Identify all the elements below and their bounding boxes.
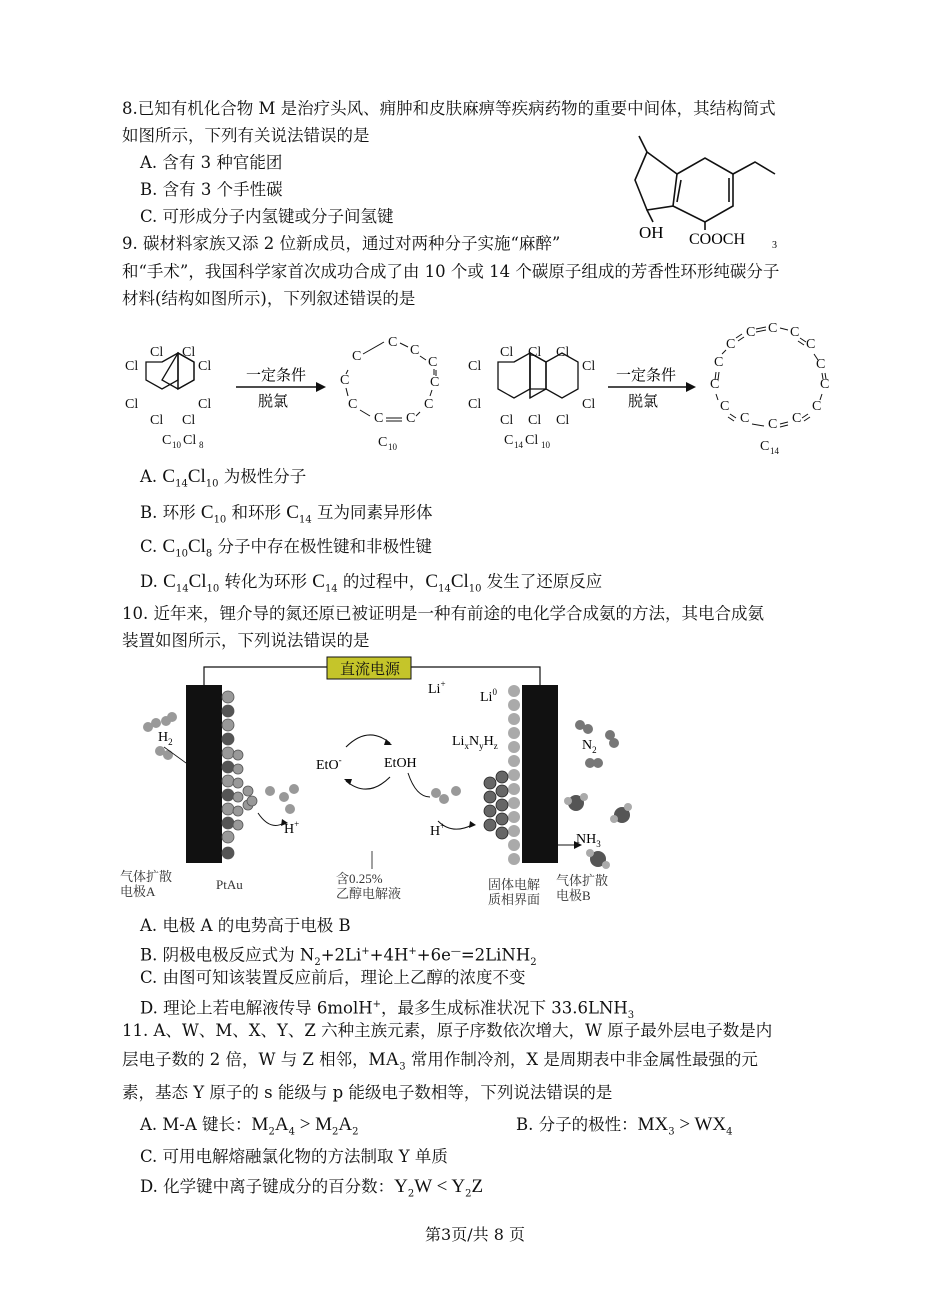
n2-label: $N_2$ — [582, 738, 597, 755]
c10-label — [378, 435, 398, 452]
svg-text:C: C — [410, 343, 420, 358]
cl-label: Cl — [582, 397, 596, 412]
page-footer: 第3页/共 8 页 — [425, 1225, 525, 1244]
electrolyte-label-1: 含0.25% — [336, 871, 383, 886]
q9-option-d: D. $C_{14}Cl_{10}$ 转化为环形 $C_{14}$ 的过程中，$C_{14}Cl_{10}$ 发生了还原反应 — [140, 571, 603, 595]
li0-label: Li$^0$ — [480, 687, 497, 705]
electrolyte-label-2: 乙醇电解液 — [336, 886, 402, 901]
cl-label: Cl — [500, 413, 514, 428]
cl-label: Cl — [556, 413, 570, 428]
q8-struct-sub3: 3 — [772, 240, 777, 250]
q9-stem-line2: 和“手术”，我国科学家首次成功合成了由 10 个或 14 个碳原子组成的芳香性环形纯碳分子 — [122, 262, 780, 281]
svg-text:C: C — [746, 325, 756, 340]
q10-option-a: A. 电极 A 的电势高于电极 B — [140, 916, 351, 935]
cl-label: Cl — [198, 359, 212, 374]
svg-text:C: C — [352, 349, 362, 364]
c10cl8-label — [162, 433, 204, 450]
q8-structure-diagram — [625, 130, 785, 250]
svg-text:C: C — [714, 355, 724, 370]
arrow1-dechlorination: 脱氯 — [258, 394, 289, 410]
li-plus-label: Li+ — [428, 679, 446, 697]
c10-ring — [340, 335, 439, 426]
svg-text:C: C — [720, 399, 730, 414]
electrode-a-label-1: 气体扩散 — [120, 869, 173, 884]
h-plus-left: H+ — [284, 819, 300, 837]
h2-label: $H_2$ — [158, 730, 173, 747]
cl-label: Cl — [468, 397, 482, 412]
q10-stem-line1: 10. 近年来，锂介导的氮还原已被证明是一种有前途的电化学合成氨的方法，其电合成氨 — [122, 604, 764, 623]
nh3-molecules — [564, 793, 632, 869]
q10-stem-line2: 装置如图所示，下列说法错误的是 — [122, 631, 370, 650]
svg-text:C: C — [792, 411, 802, 426]
svg-text:C: C — [710, 377, 720, 392]
q11-option-a: A. M-A 键长：$M_2A_4 > M_2A_2$ — [140, 1114, 359, 1138]
svg-text:C: C — [812, 399, 822, 414]
ptau-label: PtAu — [216, 877, 243, 892]
q10-option-b: B. 阴极电极反应式为 $N_2+2Li^++4H^++6e^—=2LiNH_2$ — [140, 945, 537, 968]
electrode-b — [522, 685, 558, 863]
svg-text:10: 10 — [172, 440, 181, 450]
cl-label: Cl — [500, 345, 514, 360]
q9-reaction-scheme — [120, 318, 840, 463]
c14cl10-label — [504, 433, 551, 450]
q8-option-a: A. 含有 3 种官能团 — [140, 153, 283, 172]
cl-label: Cl — [556, 345, 570, 360]
q10-option-c: C. 由图可知该装置反应前后，理论上乙醇的浓度不变 — [140, 968, 526, 987]
q8-struct-oh: OH — [639, 223, 664, 242]
svg-text:14: 14 — [514, 440, 523, 450]
cl-label: Cl — [150, 413, 164, 428]
q11-stem-line1: 11. A、W、M、X、Y、Z 六种主族元素，原子序数依次增大，W 原子最外层电子数是内 — [122, 1021, 773, 1040]
dc-power-label: 直流电源 — [340, 662, 401, 678]
q8-stem-line2: 如图所示，下列有关说法错误的是 — [122, 126, 370, 145]
h-atoms-left — [265, 784, 299, 814]
q8-stem-line1: 8.已知有机化合物 M 是治疗头风、痈肿和皮肤麻痹等疾病药物的重要中间体，其结构简式 — [122, 99, 776, 118]
svg-text:C: C — [790, 325, 800, 340]
ptau-catalyst-layer — [222, 691, 257, 859]
svg-text:C: C — [760, 439, 770, 454]
svg-text:C: C — [406, 411, 416, 426]
q8-struct-cooch: COOCH — [689, 231, 746, 248]
sei-label-2: 质相界面 — [488, 892, 541, 907]
arrow2-dechlorination: 脱氯 — [628, 394, 659, 410]
lixnyhz-particles — [484, 771, 508, 839]
q9-stem-line1: 9. 碳材料家族又添 2 位新成员，通过对两种分子实施“麻醉” — [122, 234, 561, 253]
svg-text:C: C — [348, 397, 358, 412]
svg-text:C: C — [424, 397, 434, 412]
svg-text:C: C — [162, 433, 172, 448]
q11-option-b: B. 分子的极性：$MX_3 > WX_4$ — [516, 1114, 733, 1138]
electrode-b-label-2: 电极B — [556, 888, 591, 903]
electrode-a-label-2: 电极A — [120, 884, 156, 899]
cl-label: Cl — [125, 397, 139, 412]
cl-label: Cl — [150, 345, 164, 360]
svg-text:C: C — [820, 377, 830, 392]
svg-text:C: C — [428, 355, 438, 370]
cl-label: Cl — [182, 413, 196, 428]
svg-text:C: C — [740, 411, 750, 426]
svg-text:Cl: Cl — [183, 433, 197, 448]
svg-text:14: 14 — [770, 446, 779, 456]
cl-label: Cl — [182, 345, 196, 360]
ethanol-label: EtOH — [384, 756, 417, 771]
svg-text:10: 10 — [541, 440, 550, 450]
cl-label: Cl — [198, 397, 212, 412]
ethoxide-label: EtO- — [316, 755, 342, 773]
arrow1-condition: 一定条件 — [246, 368, 307, 384]
electrode-b-label-1: 气体扩散 — [556, 873, 609, 888]
nh3-label: $NH_3$ — [576, 832, 601, 849]
q11-stem-line3: 素，基态 Y 原子的 s 能级与 p 能级电子数相等，下列说法错误的是 — [122, 1083, 613, 1102]
q9-option-a: A. $C_{14}Cl_{10}$ 为极性分子 — [140, 466, 307, 490]
sei-label-1: 固体电解 — [488, 877, 541, 892]
q9-stem-line3: 材料(结构如图所示)，下列叙述错误的是 — [122, 289, 416, 308]
cl-label: Cl — [468, 359, 482, 374]
electrode-a — [186, 685, 222, 863]
q10-option-d: D. 理论上若电解液传导 6molH+，最多生成标准状况下 $33.6LNH_3$ — [140, 998, 635, 1021]
q10-electrolysis-diagram — [120, 655, 660, 910]
q11-option-d: D. 化学键中离子键成分的百分数：$Y_2W < Y_2Z$ — [140, 1176, 484, 1200]
q11-stem-line2: 层电子数的 2 倍，W 与 Z 相邻，$MA_3$ 常用作制冷剂，X 是周期表中非金属性最强的元 — [122, 1049, 758, 1073]
svg-text:C: C — [378, 435, 388, 450]
lixnyhz-label: $Li_xN_yH_z$ — [452, 734, 498, 751]
svg-text:C: C — [726, 337, 736, 352]
svg-text:C: C — [388, 335, 398, 350]
arrow2-condition: 一定条件 — [616, 368, 677, 384]
svg-text:C: C — [768, 321, 778, 336]
svg-text:C: C — [430, 375, 440, 390]
c14-label — [760, 439, 780, 456]
svg-text:8: 8 — [199, 440, 204, 450]
svg-text:C: C — [374, 411, 384, 426]
q9-option-c: C. $C_{10}Cl_8$ 分子中存在极性键和非极性键 — [140, 536, 433, 560]
lithium-layer — [508, 685, 520, 865]
q9-option-b: B. 环形 $C_{10}$ 和环形 $C_{14}$ 互为同素异形体 — [140, 502, 433, 526]
svg-text:Cl: Cl — [525, 433, 539, 448]
svg-text:10: 10 — [388, 442, 397, 452]
cl-label: Cl — [125, 359, 139, 374]
c14-ring — [710, 321, 829, 432]
q11-option-c: C. 可用电解熔融氯化物的方法制取 Y 单质 — [140, 1147, 448, 1166]
svg-text:C: C — [816, 357, 826, 372]
cl-label: Cl — [582, 359, 596, 374]
q8-option-b: B. 含有 3 个手性碳 — [140, 180, 283, 199]
svg-text:C: C — [340, 373, 350, 388]
svg-text:C: C — [768, 417, 778, 432]
cl-label: Cl — [528, 345, 542, 360]
svg-text:C: C — [504, 433, 514, 448]
q8-option-c: C. 可形成分子内氢键或分子间氢键 — [140, 207, 394, 226]
h-plus-right: H+ — [430, 821, 446, 839]
h-atoms-right — [431, 786, 461, 804]
cl-label: Cl — [528, 413, 542, 428]
svg-text:C: C — [806, 337, 816, 352]
